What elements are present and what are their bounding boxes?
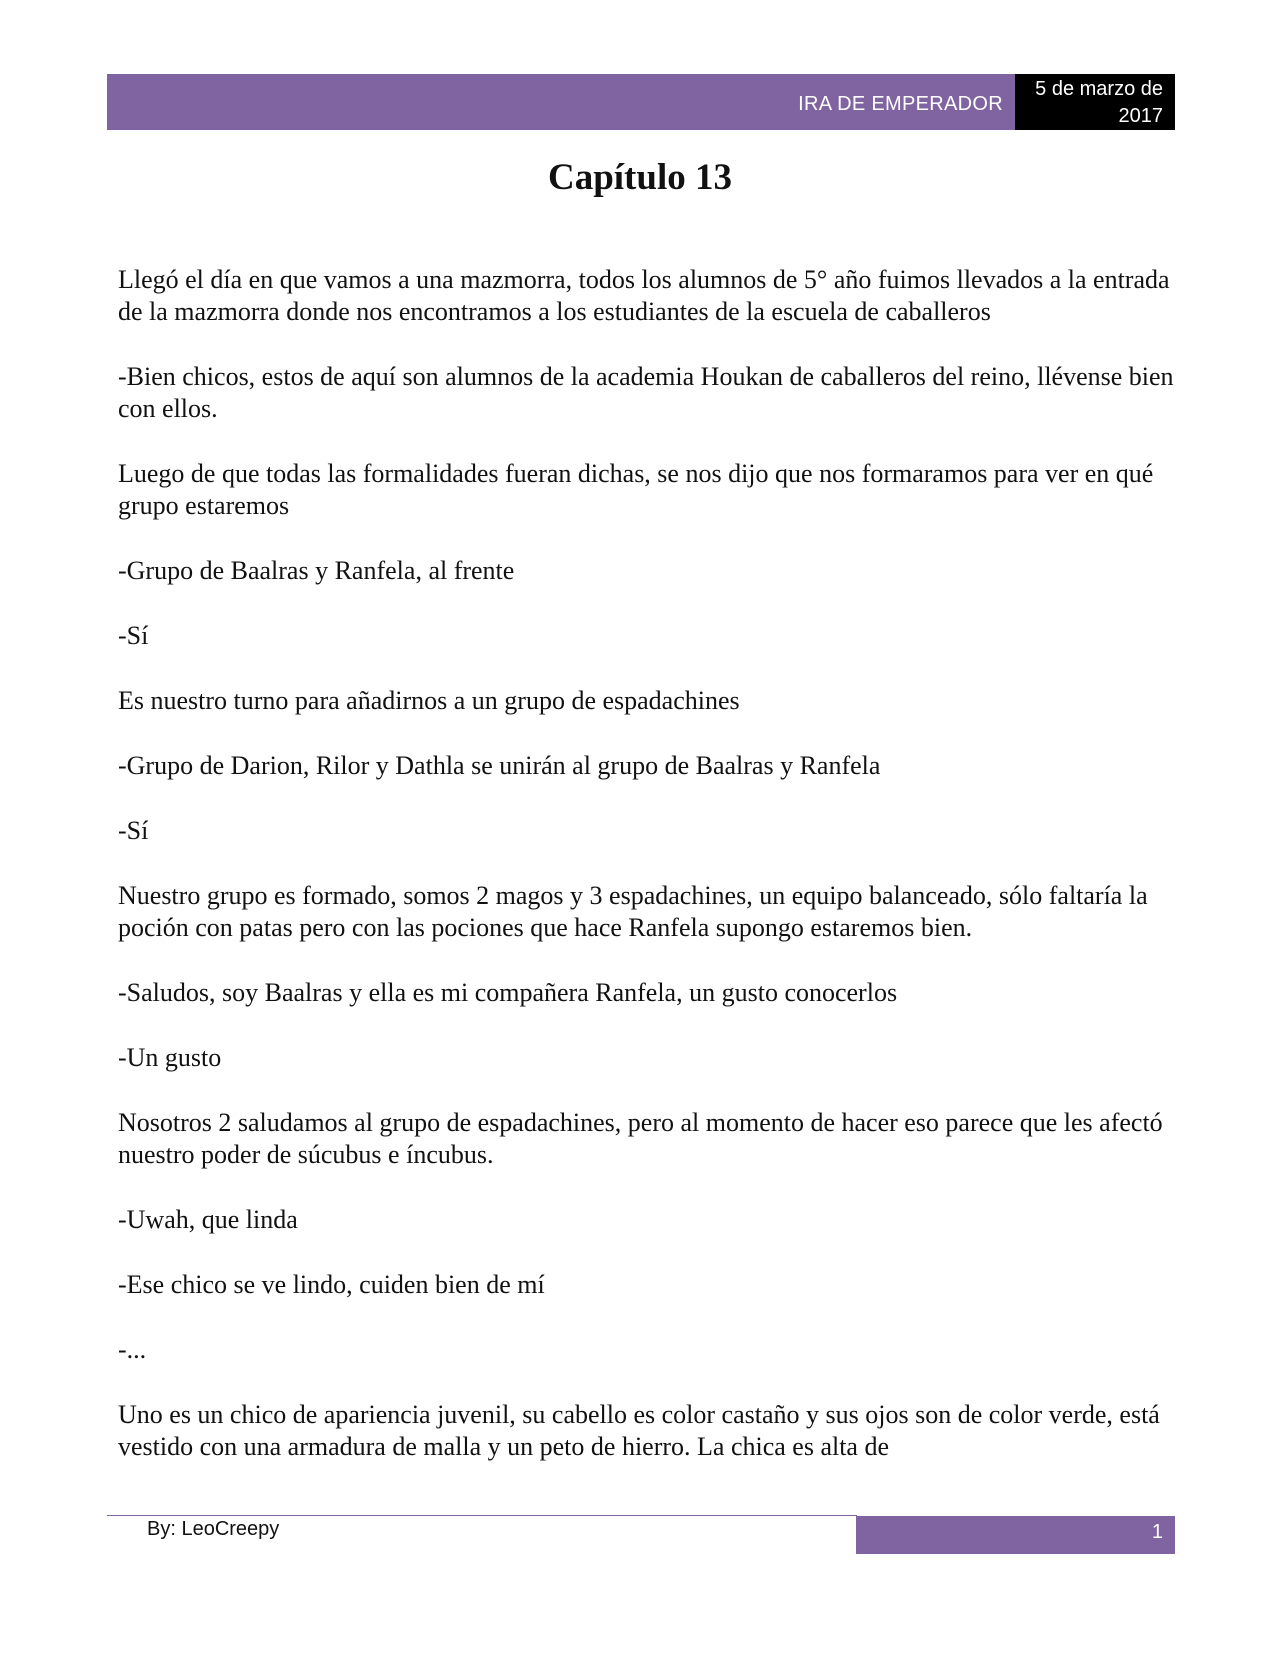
paragraph: Uno es un chico de apariencia juvenil, su cabello es color castaño y sus ojos son de color verde, está vestido con una armadura de malla y un peto de hierro. La chica es alta de — [118, 1400, 1160, 1461]
paragraph: -Uwah, que linda — [118, 1205, 298, 1234]
footer-author: By: LeoCreepy — [147, 1518, 280, 1540]
paragraph: -Sí — [118, 621, 149, 650]
chapter-body — [118, 264, 1178, 1496]
page-number: 1 — [1151, 1521, 1163, 1543]
header-title-box — [107, 74, 1015, 130]
chapter-title: Capítulo 13 — [547, 157, 732, 198]
paragraph: -Ese chico se ve lindo, cuiden bien de mí — [118, 1270, 545, 1299]
paragraph: -Grupo de Darion, Rilor y Dathla se unirán al grupo de Baalras y Ranfela — [118, 751, 881, 780]
document-title: IRA DE EMPERADOR — [798, 93, 1003, 115]
header-date — [1015, 74, 1175, 130]
page-number-box — [856, 1516, 1175, 1554]
date-line-2: 2017 — [1118, 105, 1163, 127]
paragraph: -Grupo de Baalras y Ranfela, al frente — [118, 556, 515, 585]
paragraph: Llegó el día en que vamos a una mazmorra, todos los alumnos de 5° año fuimos llevados a la entrada de la mazmorra donde nos encontramos a los estudiantes de la escuela de caballeros — [118, 265, 1170, 326]
paragraph: -Un gusto — [118, 1043, 222, 1072]
paragraph: Es nuestro turno para añadirnos a un grupo de espadachines — [118, 686, 740, 715]
paragraph: Nosotros 2 saludamos al grupo de espadachines, pero al momento de hacer eso parece que les afectó nuestro poder de súcubus e íncubus. — [118, 1108, 1163, 1169]
paragraph: -Bien chicos, estos de aquí son alumnos de la academia Houkan de caballeros del reino, llévense bien con ellos. — [118, 362, 1174, 423]
paragraph: Nuestro grupo es formado, somos 2 magos y 3 espadachines, un equipo balanceado, sólo faltaría la poción con patas pero con las pociones que hace Ranfela supongo estaremos bien. — [118, 881, 1148, 942]
paragraph: Luego de que todas las formalidades fueran dichas, se nos dijo que nos formaramos para ver en qué grupo estaremos — [118, 459, 1154, 520]
paragraph: -... — [118, 1335, 147, 1364]
paragraph: -Saludos, soy Baalras y ella es mi compañera Ranfela, un gusto conocerlos — [118, 978, 898, 1007]
page-header — [107, 74, 1175, 130]
date-line-1: 5 de marzo de — [1035, 78, 1163, 100]
paragraph: -Sí — [118, 816, 149, 845]
footer-rule — [107, 1515, 857, 1516]
